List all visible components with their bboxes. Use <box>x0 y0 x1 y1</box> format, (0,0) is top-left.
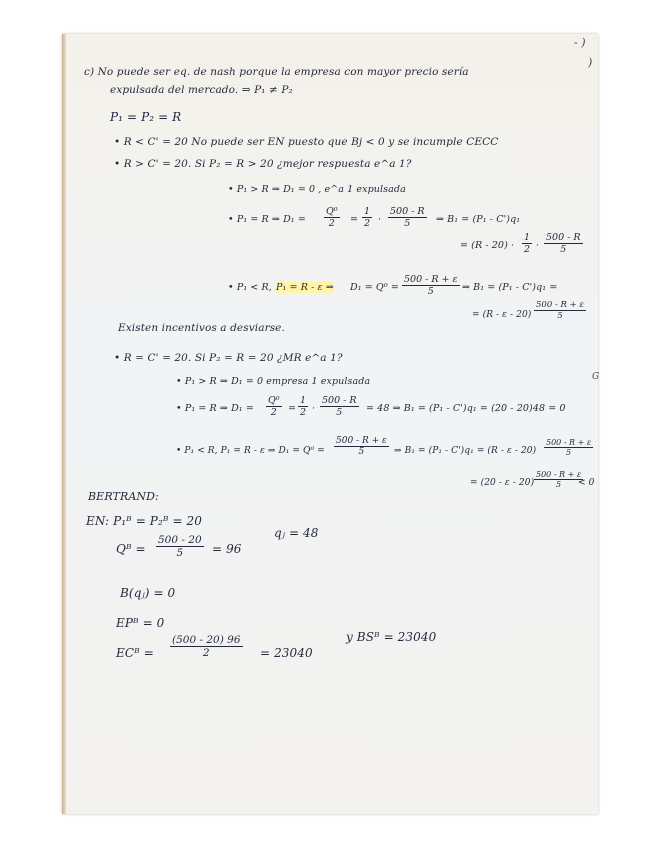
equals-sign: = <box>288 403 297 414</box>
less-than-zero: < 0 <box>578 478 595 488</box>
fraction: $\frac{500 - R + \varepsilon}{5}$ <box>546 438 592 457</box>
fraction: $\frac{1}{2}$ <box>364 206 371 229</box>
text-bullet-3: • R = C' = 20. Si P₂ = R = 20 ¿MR e^a 1? <box>114 352 343 364</box>
text-bullet-2: • R > C' = 20. Si P₂ = R > 20 ¿mejor respuesta e^a 1? <box>114 158 412 170</box>
margin-mark-right: G <box>592 372 600 382</box>
fraction: $\frac{500 - R + \varepsilon}{5}$ <box>336 436 387 457</box>
dot-sign: · <box>536 240 540 251</box>
fraction: $\frac{500 - 20}{5}$ <box>158 534 202 559</box>
text-bullet-2c-post: ⇒ B₁ = (P₁ - C')q₁ = <box>462 282 558 293</box>
paper-sheet <box>62 34 598 814</box>
margin-mark-top: - ) <box>574 36 586 49</box>
fraction: $\frac{(500 - 20) 96}{2}$ <box>172 634 241 659</box>
dot-sign: · <box>312 403 316 414</box>
text-bullet-3a: • P₁ > R ⇒ D₁ = 0 empresa 1 expulsada <box>176 376 371 387</box>
text-bullet-2b-cont: = (R - 20) · <box>460 240 515 251</box>
text-bullet-3b-post: = 48 ⇒ B₁ = (P₁ - C')q₁ = (20 - 20)48 = 0 <box>366 403 566 414</box>
equals-sign: = <box>350 214 359 225</box>
fraction: $\frac{1}{2}$ <box>300 395 307 418</box>
fraction: $\frac{500 - R}{5}$ <box>322 395 357 418</box>
fraction: $\frac{500 - R + \varepsilon}{5}$ <box>536 470 582 489</box>
text-qb-post: = 96 <box>212 542 242 556</box>
text-bullet-2b-post: ⇒ B₁ = (P₁ - C')q₁ <box>436 214 521 225</box>
text-bullet-2c-pre: • P₁ < R, <box>228 282 272 293</box>
text-line-c2: expulsada del mercado. ⇒ P₁ ≠ P₂ <box>110 84 293 96</box>
text-en-line: EN: P₁ᴮ = P₂ᴮ = 20 <box>86 514 203 528</box>
fraction: $\frac{500 - R + \varepsilon}{5}$ <box>536 300 584 321</box>
fraction: $\frac{500 - R}{5}$ <box>390 206 425 229</box>
text-epb: EPᴮ = 0 <box>116 616 165 630</box>
text-line-c1: c) No puede ser eq. de nash porque la empresa con mayor precio sería <box>84 66 469 78</box>
text-bullet-3c-post: ⇒ B₁ = (P₁ - C')q₁ = (R - ε - 20) <box>394 446 537 456</box>
text-bullet-2b-pre: • P₁ = R ⇒ D₁ = <box>228 214 306 225</box>
text-ecb-post: = 23040 <box>260 646 313 660</box>
text-bullet-2a: • P₁ > R ⇒ D₁ = 0 , e^a 1 expulsada <box>228 184 406 195</box>
text-bullet-3c-pre: • P₁ < R, P₁ = R - ε ⇒ D₁ = Q⁰ = <box>176 446 325 456</box>
text-bullet-2c-cont: = (R - ε - 20) <box>472 310 532 320</box>
text-bq: B(qⱼ) = 0 <box>120 586 176 600</box>
text-bsb: y BSᴮ = 23040 <box>346 630 437 644</box>
dot-sign: · <box>378 214 382 225</box>
highlighted-text: P₁ = R - ε ⇒ <box>276 282 334 293</box>
fraction: $\frac{500 - R}{5}$ <box>546 232 581 255</box>
text-bullet-2c-mid: D₁ = Q⁰ = <box>350 282 399 293</box>
text-incentives: Existen incentivos a desviarse. <box>118 322 285 334</box>
fraction: $\frac{1}{2}$ <box>524 232 531 255</box>
text-qb-pre: Qᴮ = <box>116 542 146 556</box>
text-line-p: P₁ = P₂ = R <box>110 110 182 124</box>
text-qj: qⱼ = 48 <box>274 526 319 540</box>
text-bullet-3b-pre: • P₁ = R ⇒ D₁ = <box>176 403 254 414</box>
fraction: $\frac{\text{Q⁰}}{2}$ <box>268 395 280 418</box>
heading-bertrand: BERTRAND: <box>88 490 159 503</box>
fraction: $\frac{500 - R + \varepsilon}{5}$ <box>404 274 458 297</box>
margin-mark-top2: ) <box>588 56 593 69</box>
text-bullet-1: • R < C' = 20 No puede ser EN puesto que Bj < 0 y se incumple CECC <box>114 136 499 148</box>
paper-edge <box>62 34 66 814</box>
fraction: $\frac{\text{Q⁰}}{2}$ <box>326 206 338 229</box>
text-ecb-pre: ECᴮ = <box>116 646 154 660</box>
text-bullet-3c-cont: = (20 - ε - 20) <box>470 478 535 488</box>
